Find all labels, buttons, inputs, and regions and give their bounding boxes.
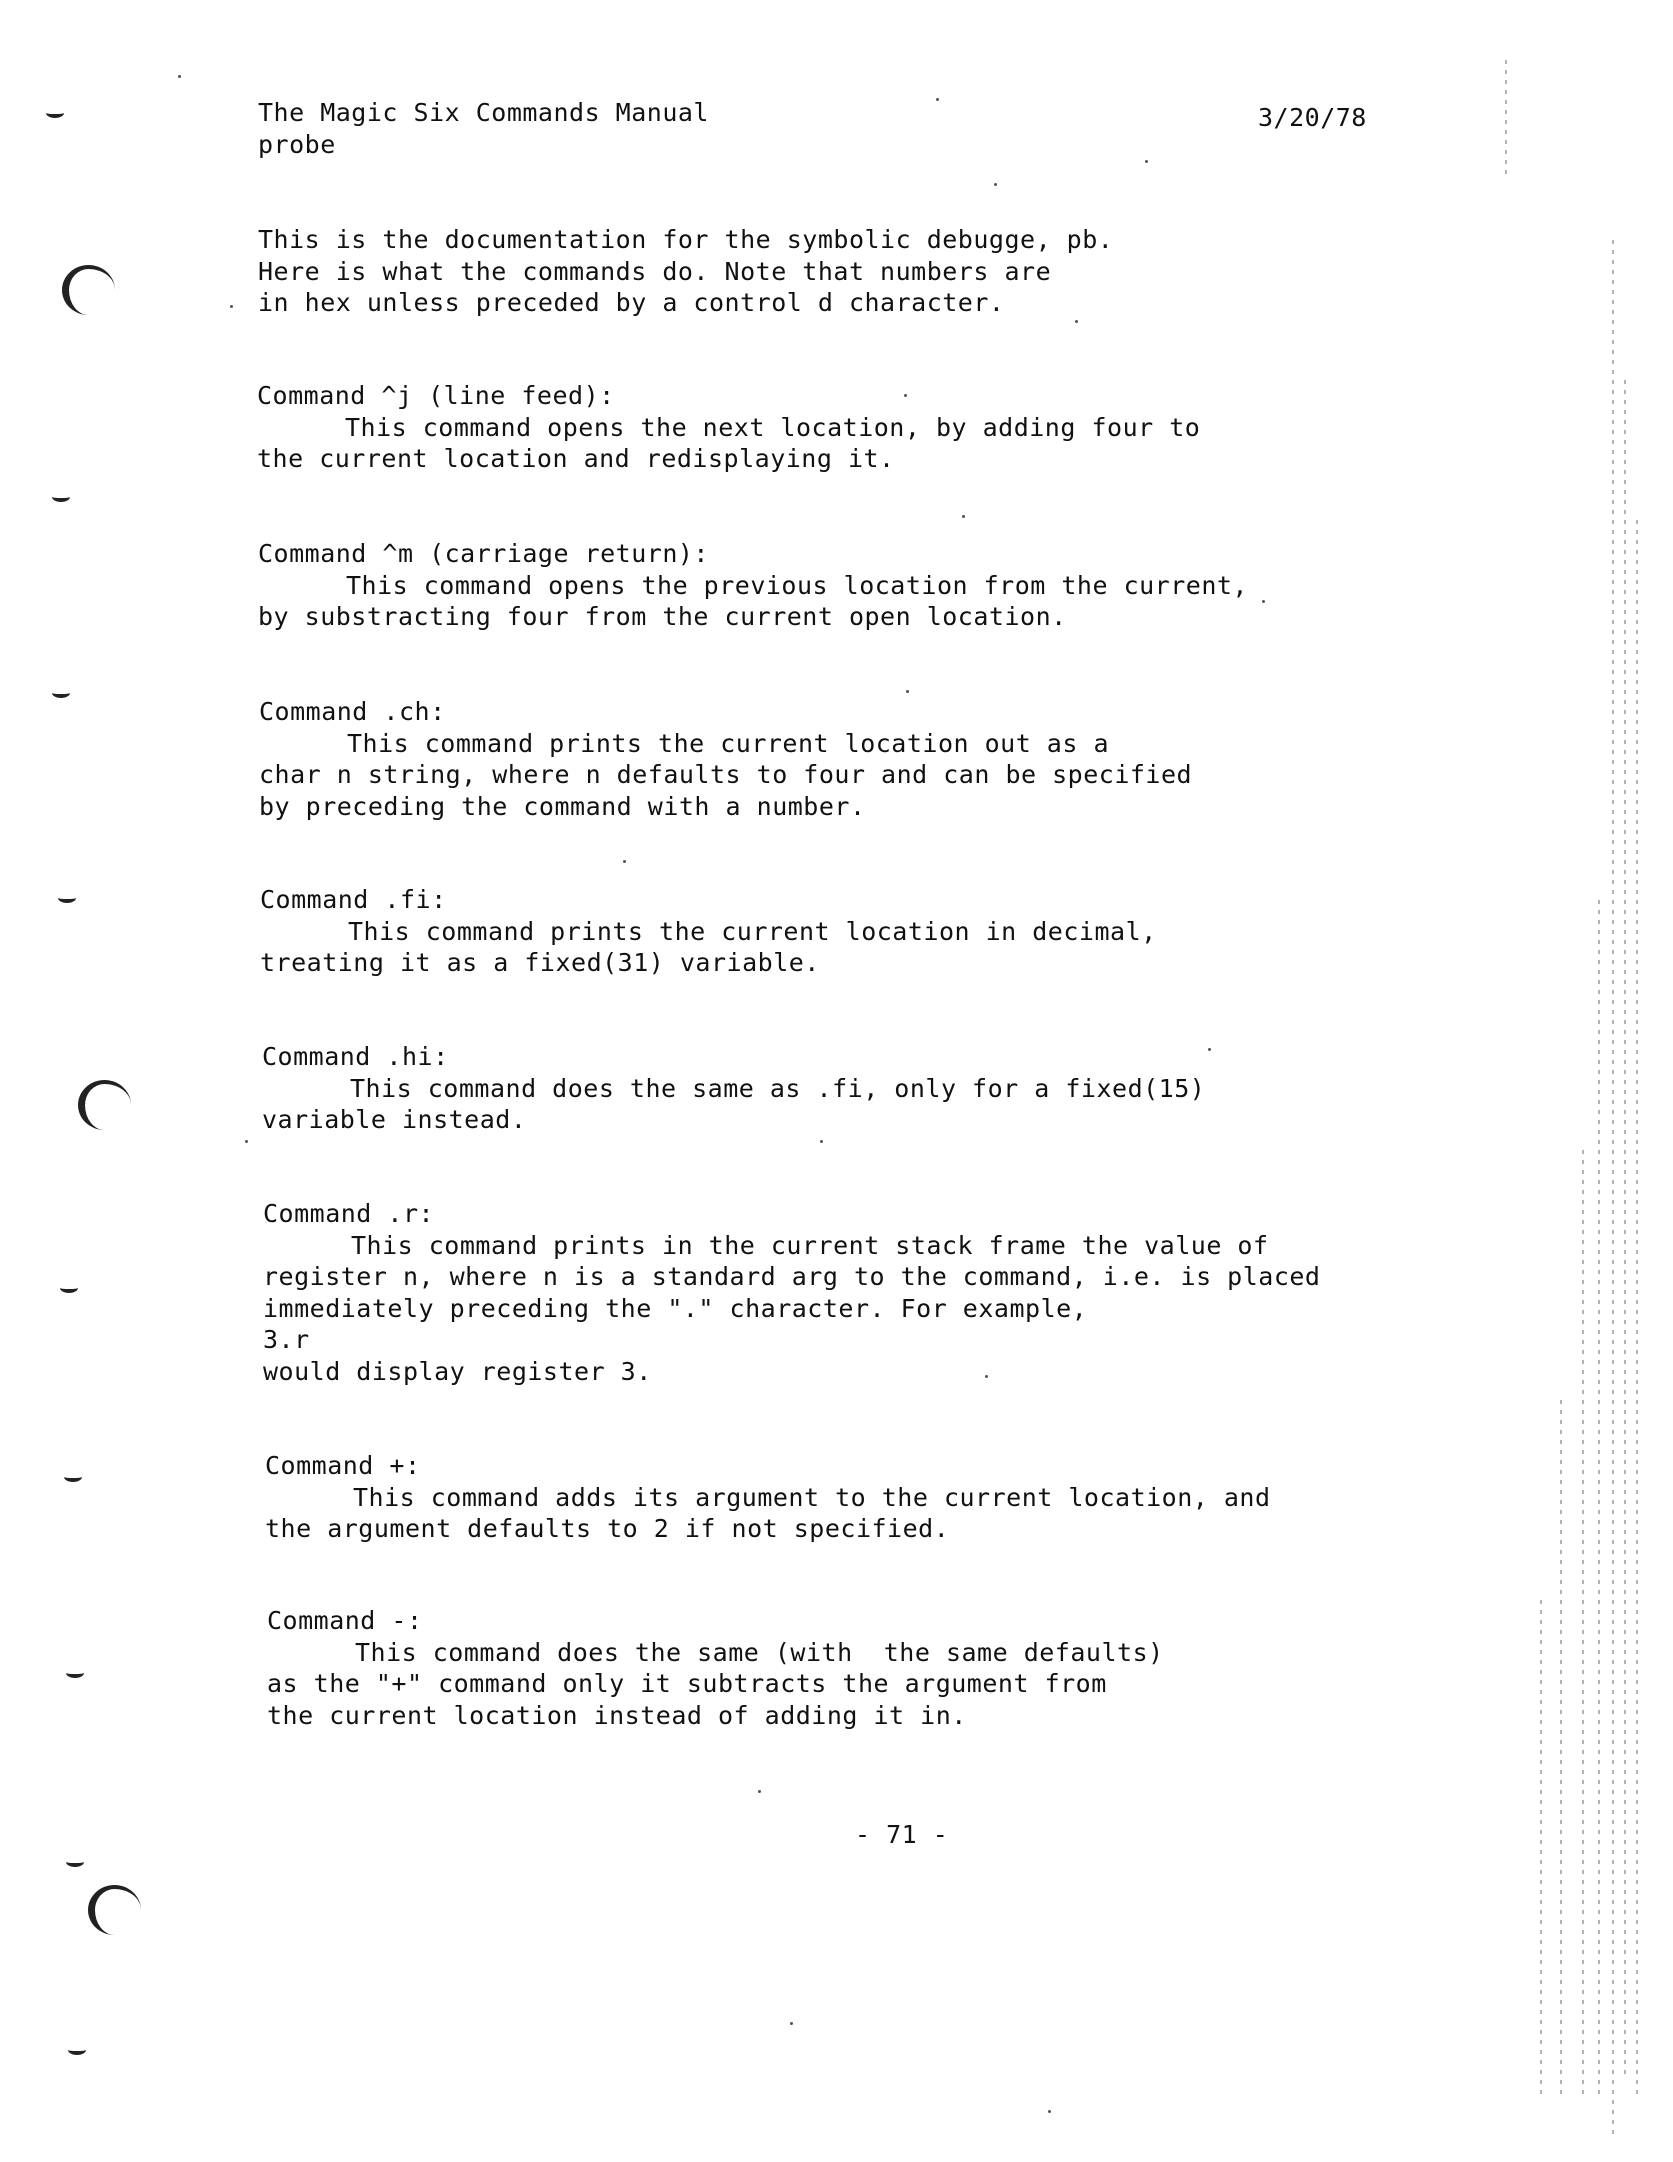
command-heading: Command ^j (line feed): bbox=[257, 381, 615, 410]
command-description-line: by preceding the command with a number. bbox=[259, 791, 866, 821]
command-heading: Command .r: bbox=[263, 1199, 435, 1228]
scan-speck bbox=[758, 1790, 761, 1793]
scan-speck bbox=[1145, 160, 1148, 163]
scan-mark bbox=[66, 1857, 84, 1867]
scan-mark bbox=[64, 1472, 82, 1482]
manual-title: The Magic Six Commands Manual bbox=[258, 98, 709, 127]
scan-noise bbox=[1636, 520, 1638, 2100]
command-section bbox=[262, 1041, 1205, 1136]
scan-speck bbox=[230, 305, 233, 308]
scan-speck bbox=[994, 183, 997, 186]
command-section bbox=[263, 1198, 1321, 1387]
command-description-line: by substracting four from the current open location. bbox=[258, 602, 1067, 631]
scan-noise bbox=[1612, 240, 1614, 2140]
scan-noise bbox=[1624, 380, 1626, 2080]
command-description-line: immediately preceding the "." character. For example, bbox=[263, 1293, 1088, 1323]
command-description-line: char n string, where n defaults to four and can be specified bbox=[259, 760, 1193, 789]
scan-speck bbox=[1048, 2110, 1051, 2113]
scan-speck bbox=[906, 690, 909, 693]
command-section bbox=[258, 538, 1248, 633]
command-section bbox=[257, 380, 1200, 475]
intro-paragraph bbox=[258, 224, 1113, 319]
scan-speck bbox=[1075, 320, 1078, 323]
scan-speck bbox=[904, 394, 907, 397]
scan-mark bbox=[52, 688, 70, 698]
command-heading: Command .ch: bbox=[259, 697, 446, 726]
scan-noise bbox=[1505, 60, 1507, 180]
scan-mark bbox=[68, 2045, 86, 2055]
scan-mark bbox=[58, 893, 76, 903]
command-description-line: treating it as a fixed(31) variable. bbox=[260, 948, 820, 977]
command-description-line: the current location and redisplaying it. bbox=[257, 444, 895, 473]
scan-mark bbox=[52, 492, 70, 502]
command-heading: Command .fi: bbox=[260, 885, 447, 914]
command-description-line: This command opens the next location, by adding four to bbox=[345, 412, 1201, 442]
scan-speck bbox=[790, 2022, 793, 2025]
scan-noise bbox=[1540, 1600, 1542, 2100]
command-description-line: as the "+" command only it subtracts the argument from bbox=[267, 1669, 1107, 1698]
command-heading: Command -: bbox=[267, 1606, 423, 1635]
scan-speck bbox=[1262, 600, 1265, 603]
command-heading: Command ^m (carriage return): bbox=[258, 539, 709, 568]
intro-line: Here is what the commands do. Note that numbers are bbox=[258, 256, 1052, 286]
command-description-line: 3.r bbox=[263, 1325, 310, 1354]
command-description-line: register n, where n is a standard arg to the command, i.e. is placed bbox=[263, 1262, 1321, 1291]
section-name: probe bbox=[258, 130, 336, 159]
command-section bbox=[259, 696, 1192, 822]
scan-mark bbox=[60, 1283, 78, 1293]
command-heading: Command .hi: bbox=[262, 1042, 449, 1071]
command-section bbox=[265, 1450, 1271, 1545]
command-description-line: the current location instead of adding it in. bbox=[267, 1700, 967, 1730]
binder-hole-mark bbox=[88, 1885, 141, 1935]
command-description-line: This command does the same as .fi, only for a fixed(15) bbox=[350, 1073, 1206, 1103]
document-date: 3/20/78 bbox=[1258, 103, 1367, 132]
command-description-line: variable instead. bbox=[262, 1105, 527, 1134]
binder-hole-mark bbox=[62, 265, 115, 315]
command-heading: Command +: bbox=[265, 1451, 421, 1480]
command-section bbox=[260, 884, 1157, 979]
command-description-line: This command prints the current location in decimal, bbox=[348, 916, 1157, 946]
command-description-line: This command does the same (with the same defaults) bbox=[355, 1637, 1164, 1667]
scan-noise bbox=[1560, 1400, 1562, 2100]
command-description-line: would display register 3. bbox=[263, 1356, 652, 1386]
command-description-line: This command prints in the current stack frame the value of bbox=[351, 1230, 1269, 1260]
command-description-line: This command opens the previous location from the current, bbox=[346, 570, 1248, 600]
scan-speck bbox=[178, 75, 181, 78]
binder-hole-mark bbox=[78, 1080, 131, 1130]
command-description-line: This command adds its argument to the current location, and bbox=[353, 1482, 1271, 1512]
scan-speck bbox=[962, 515, 965, 518]
command-section bbox=[267, 1605, 1164, 1731]
command-description-line: This command prints the current location out as a bbox=[347, 728, 1110, 758]
scan-speck bbox=[245, 1140, 248, 1143]
scan-mark bbox=[46, 108, 64, 118]
scan-speck bbox=[623, 860, 626, 863]
scan-speck bbox=[936, 98, 939, 101]
scan-speck bbox=[1208, 1048, 1211, 1051]
scan-speck bbox=[820, 1140, 823, 1143]
scan-noise bbox=[1598, 900, 1600, 2100]
intro-line: This is the documentation for the symbolic debugge, pb. bbox=[258, 225, 1114, 254]
command-description-line: the argument defaults to 2 if not specified. bbox=[265, 1514, 950, 1543]
page-number: - 71 - bbox=[855, 1820, 949, 1849]
scan-noise bbox=[1582, 1150, 1584, 2100]
scan-mark bbox=[66, 1668, 84, 1678]
intro-line: in hex unless preceded by a control d character. bbox=[258, 288, 1005, 317]
scan-speck bbox=[985, 1375, 988, 1378]
